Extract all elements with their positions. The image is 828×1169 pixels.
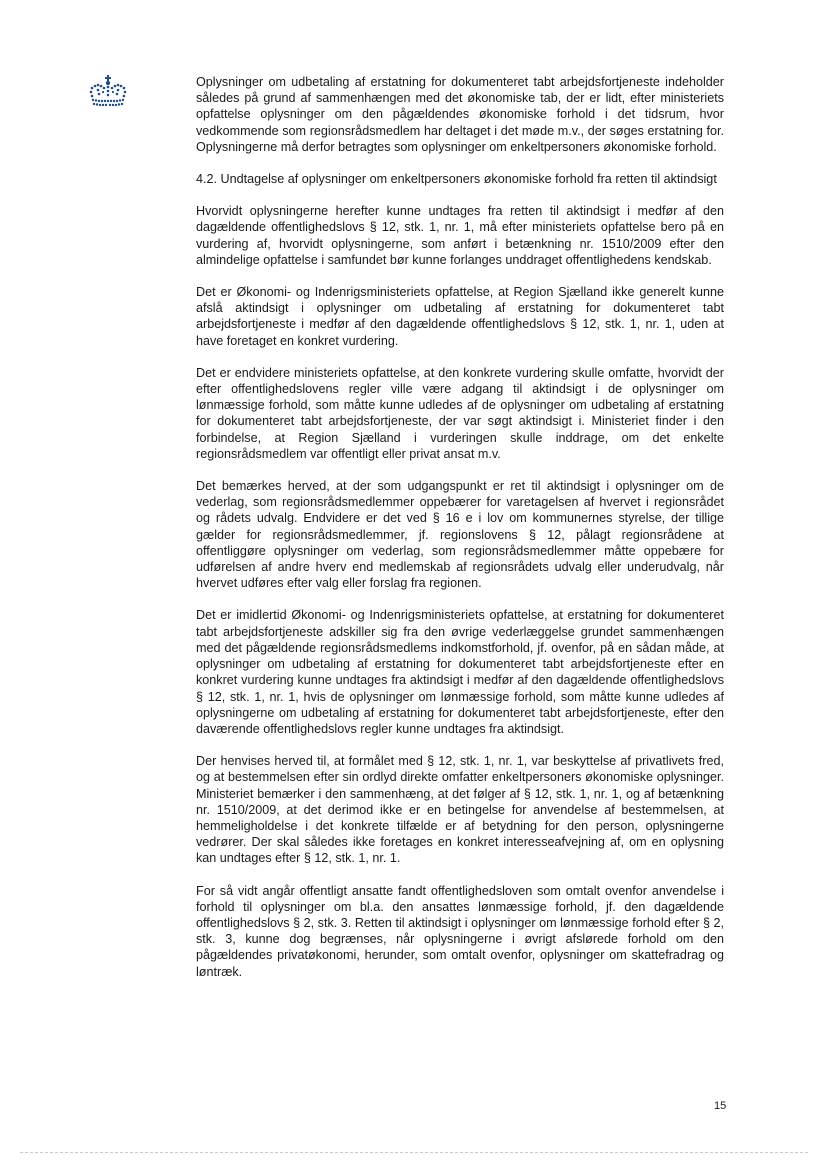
paragraph: Det er Økonomi- og Indenrigsministeriets opfattelse, at Region Sjælland ikke generelt kunne afslå aktindsigt i oplysninger om udbetaling af erstatning for dokumenteret tabt arbejdsfortjeneste i medfør af den dagældende offentlighedslovs § 12, stk. 1, nr. 1, uden at have foretaget en konkret vurdering. (196, 285, 724, 348)
paragraph: Hvorvidt oplysningerne herefter kunne undtages fra retten til aktindsigt i medfør af den dagældende offentlighedslovs § 12, stk. 1, nr. 1, må efter ministeriets opfattelse bero på en vurdering af, hvorvidt oplysningerne, som anført i betænkning nr. 1510/2009 efter den almindelige opfattelse i samfundet bør kunne forlanges unddraget offentlighedens kendskab. (196, 204, 724, 267)
crown-icon (86, 74, 130, 114)
paragraph: Det er endvidere ministeriets opfattelse, at den konkrete vurdering skulle omfatte, hvorvidt der efter offentlighedslovens regler ville være adgang til aktindsigt i de oplysninger om lønmæssige forhold, som måtte kunne udledes af de oplysninger om udbetaling af erstatning for dokumenteret tabt arbejdsfortjeneste, der var søgt aktindsigt i. Ministeriet finder i den forbindelse, at Region Sjælland i vurderingen skulle inddrage, om det enkelte regionsrådsmedlem var offentligt eller privat ansat m.v. (196, 365, 724, 461)
paragraph: Der henvises herved til, at formålet med § 12, stk. 1, nr. 1, var beskyttelse af privatlivets fred, og at bestemmelsen efter sin ordlyd direkte omfatter enkeltpersoners økonomiske oplysninger. Ministeriet bemærker i den sammenhæng, at det følger af § 12, stk. 1, nr. 1, og af betænkning nr. 1510/2009, at det derimod ikke er en betingelse for anvendelse af bestemmelsen, at hemmeligholdelse i det konkrete tilfælde er af betydning for den person, oplysningerne vedrører. Der skal således ikke foretages en konkret interesseafvejning af, om en oplysning kan undtages efter § 12, stk. 1, nr. 1. (196, 754, 724, 866)
page-bottom-divider (20, 1152, 808, 1153)
page-number: 15 (714, 1100, 727, 1112)
paragraph: Oplysninger om udbetaling af erstatning for dokumenteret tabt arbejdsfortjeneste indeholder således på grund af sammenhængen med det økonomiske tab, der er lidt, efter ministeriets opfattelse oplysninger om den pågældendes økonomiske forhold i det tidsrum, hvor vedkommende som regionsrådsmedlem har deltaget i det møde m.v., der søges erstatning for. Oplysningerne må derfor betragtes som oplysninger om enkeltpersoners økonomiske forhold. (196, 75, 724, 154)
section-heading: 4.2. Undtagelse af oplysninger om enkeltpersoners økonomiske forhold fra retten til aktindsigt (196, 172, 717, 187)
paragraph: Det bemærkes herved, at der som udgangspunkt er ret til aktindsigt i oplysninger om de vederlag, som regionsrådsmedlemmer oppebærer for varetagelsen af hvervet i regionsrådet og rådets udvalg. Endvidere er det ved § 16 e i lov om kommunernes styrelse, der tillige gælder for regionsrådsmedlemmer, jf. regionslovens § 12, pålagt regionsrådene at offentliggøre oplysninger om vederlag, som regionsrådsmedlemmer måtte oppebære for udførelsen af andre hverv end medlemskab af regionsrådets udvalg eller underudvalg, når hvervet udføres efter valg eller forslag fra regionen. (196, 479, 724, 591)
paragraph: For så vidt angår offentligt ansatte fandt offentlighedsloven som omtalt ovenfor anvendelse i forhold til oplysninger om bl.a. den ansattes lønmæssige forhold, jf. den dagældende offentlighedslovs § 2, stk. 3. Retten til aktindsigt i oplysninger om lønmæssige forhold efter § 2, stk. 3, kunne dog begrænses, når oplysningerne i øvrigt afslørede forhold om den pågældendes privatøkonomi, herunder, som omtalt ovenfor, oplysninger om skattefradrag og løntræk. (196, 883, 724, 979)
paragraph: Det er imidlertid Økonomi- og Indenrigsministeriets opfattelse, at erstatning for dokumenteret tabt arbejdsfortjeneste adskiller sig fra den øvrige vederlæggelse grundet sammenhængen med det pågældende regionsrådsmedlems indkomstforhold, jf. ovenfor, på en sådan måde, at oplysninger om udbetaling af erstatning for dokumenteret tabt arbejdsfortjeneste efter en konkret vurdering kunne undtages fra aktindsigt i medfør af den dagældende offentlighedslovs § 12, stk. 1, nr. 1, hvis de oplysninger om lønmæssige forhold, som måtte kunne udledes af oplysningerne om udbetaling af erstatning for dokumenteret tabt arbejdsfortjeneste, efter den daværende offentlighedslovs regler kunne undtages fra aktindsigt. (196, 608, 724, 736)
document-body (196, 74, 724, 996)
